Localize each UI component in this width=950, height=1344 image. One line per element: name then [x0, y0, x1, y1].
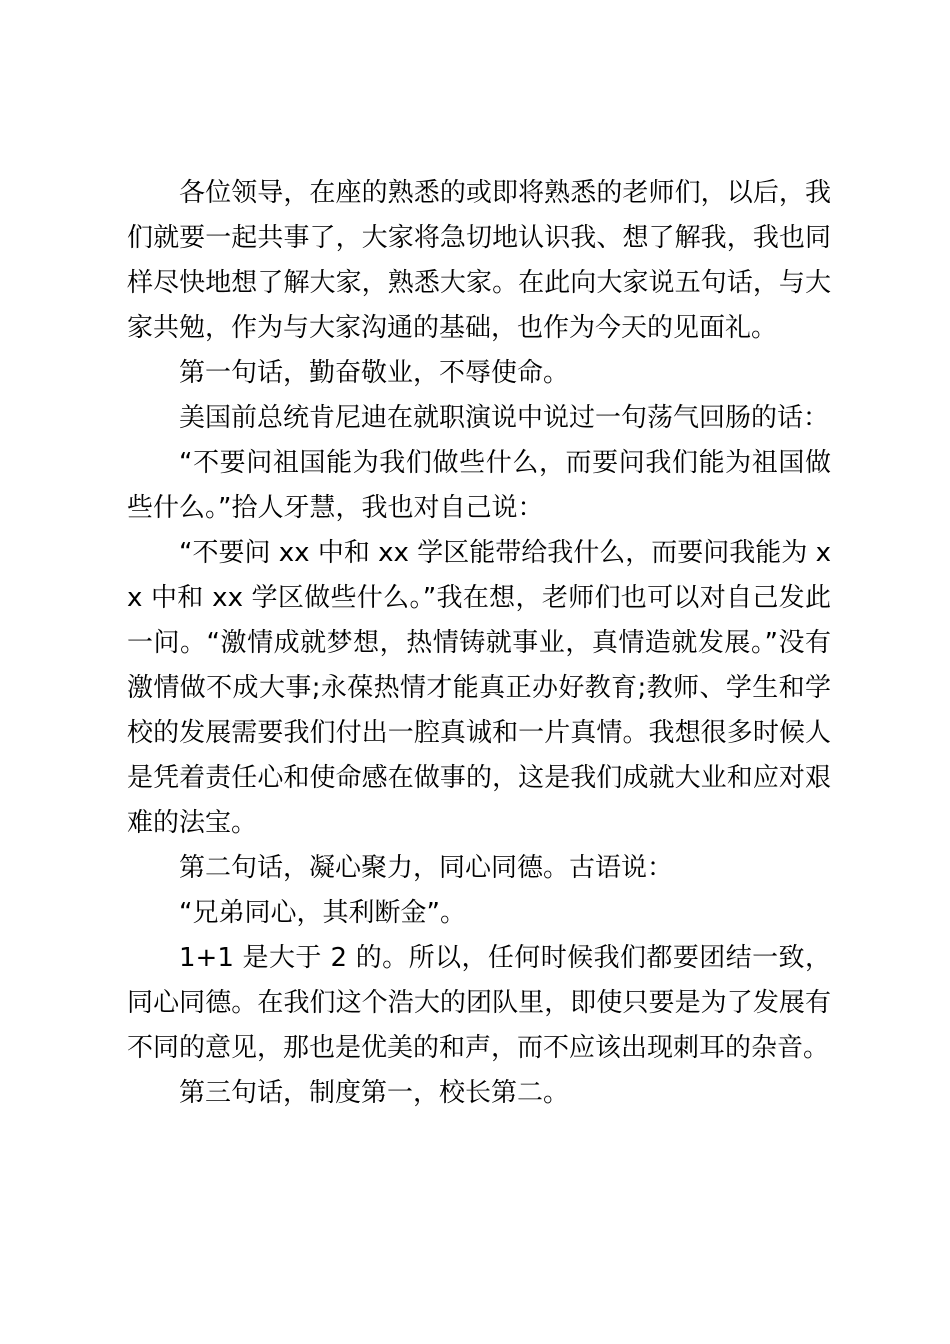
paragraph-kennedy-intro: 美国前总统肯尼迪在就职演说中说过一句荡气回肠的话：: [179, 403, 830, 433]
paragraph-opening: 各位领导，在座的熟悉的或即将熟悉的老师们，以后，我们就要一起共事了，大家将急切地认识我、想了解我，我也同样尽快地想了解大家，熟悉大家。在此向大家说五句话，与大家共勉，作为与大家沟通的基础，也作为今天的见面礼。: [127, 178, 831, 343]
paragraph-first-point: 第一句话，勤奋敬业，不辱使命。: [179, 358, 570, 388]
paragraph-second-point: 第二句话，凝心聚力，同心同德。古语说：: [179, 853, 674, 883]
paragraph-brothers-quote: “兄弟同心，其利断金”。: [179, 898, 466, 928]
paragraph-third-point: 第三句话，制度第一，校长第二。: [179, 1078, 570, 1108]
document-body: [127, 171, 831, 1116]
paragraph-kennedy-quote: “不要问祖国能为我们做些什么，而要问我们能为祖国做些什么。”拾人牙慧，我也对自己说：: [127, 448, 831, 523]
paragraph-unity: 1+1 是大于 2 的。所以，任何时候我们都要团结一致，同心同德。在我们这个浩大的团队里，即使只要是为了发展有不同的意见，那也是优美的和声，而不应该出现刺耳的杂音。: [127, 943, 831, 1063]
paragraph-self-question: “不要问 xx 中和 xx 学区能带给我什么，而要问我能为 xx 中和 xx 学区做些什么。”我在想，老师们也可以对自己发此一问。“激情成就梦想，热情铸就事业，真情造就发展。”没有激情做不成大事;永葆热情才能真正办好教育;教师、学生和学校的发展需要我们付出一腔真诚和一片真情。我想很多时候人是凭着责任心和使命感在做事的，这是我们成就大业和应对艰难的法宝。: [127, 538, 831, 838]
